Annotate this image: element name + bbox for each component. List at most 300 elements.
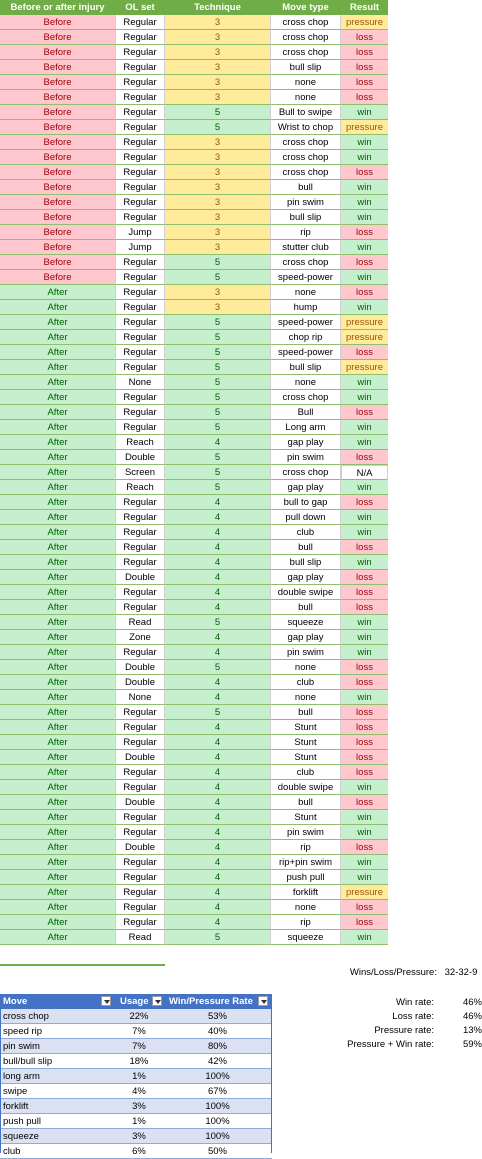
injury-status-cell[interactable]: After: [0, 300, 115, 315]
move-type-cell[interactable]: Bull: [270, 405, 341, 420]
move-type-cell[interactable]: gap play: [270, 435, 341, 450]
move-type-cell[interactable]: club: [270, 675, 341, 690]
move-type-cell[interactable]: Stunt: [270, 720, 341, 735]
ol-set-cell[interactable]: Zone: [115, 630, 165, 645]
usage-cell[interactable]: 3%: [132, 1101, 146, 1112]
ol-set-cell[interactable]: Regular: [115, 705, 165, 720]
ol-set-cell[interactable]: Double: [115, 675, 165, 690]
move-type-cell[interactable]: gap play: [270, 480, 341, 495]
ol-set-cell[interactable]: Regular: [115, 495, 165, 510]
stat-value[interactable]: 46%: [462, 1011, 482, 1022]
move-type-cell[interactable]: cross chop: [270, 390, 341, 405]
technique-cell[interactable]: 4: [165, 870, 270, 885]
injury-status-cell[interactable]: After: [0, 435, 115, 450]
move-type-cell[interactable]: bull: [270, 705, 341, 720]
result-cell[interactable]: loss: [341, 600, 388, 615]
result-cell[interactable]: loss: [341, 75, 388, 90]
move-type-cell[interactable]: Stunt: [270, 810, 341, 825]
win-pressure-rate-cell[interactable]: 50%: [207, 1146, 227, 1157]
result-cell[interactable]: loss: [341, 585, 388, 600]
filter-dropdown-icon[interactable]: [101, 996, 111, 1006]
technique-cell[interactable]: 4: [165, 750, 270, 765]
result-cell[interactable]: loss: [341, 765, 388, 780]
ol-set-cell[interactable]: Regular: [115, 150, 165, 165]
stat-value[interactable]: 13%: [462, 1025, 482, 1036]
technique-cell[interactable]: 4: [165, 555, 270, 570]
technique-cell[interactable]: 4: [165, 525, 270, 540]
ol-set-cell[interactable]: Regular: [115, 195, 165, 210]
injury-status-cell[interactable]: After: [0, 570, 115, 585]
move-type-cell[interactable]: double swipe: [270, 780, 341, 795]
injury-status-cell[interactable]: After: [0, 405, 115, 420]
usage-cell[interactable]: 7%: [132, 1041, 146, 1052]
technique-cell[interactable]: 3: [165, 15, 270, 30]
filter-dropdown-icon[interactable]: [152, 996, 162, 1006]
ol-set-cell[interactable]: Reach: [115, 480, 165, 495]
technique-cell[interactable]: 5: [165, 360, 270, 375]
usage-cell[interactable]: 18%: [129, 1056, 149, 1067]
injury-status-cell[interactable]: Before: [0, 15, 115, 30]
injury-status-cell[interactable]: After: [0, 630, 115, 645]
technique-cell[interactable]: 3: [165, 75, 270, 90]
result-cell[interactable]: loss: [341, 540, 388, 555]
result-cell[interactable]: pressure: [341, 330, 388, 345]
ol-set-cell[interactable]: Regular: [115, 345, 165, 360]
injury-status-cell[interactable]: After: [0, 600, 115, 615]
ol-set-cell[interactable]: Regular: [115, 30, 165, 45]
header-result[interactable]: Result: [341, 0, 388, 15]
injury-status-cell[interactable]: After: [0, 615, 115, 630]
ol-set-cell[interactable]: Read: [115, 930, 165, 945]
move-type-cell[interactable]: pin swim: [270, 825, 341, 840]
result-cell[interactable]: win: [341, 825, 388, 840]
ol-set-cell[interactable]: None: [115, 375, 165, 390]
move-type-cell[interactable]: bull slip: [270, 210, 341, 225]
technique-cell[interactable]: 4: [165, 600, 270, 615]
move-type-cell[interactable]: forklift: [270, 885, 341, 900]
result-cell[interactable]: loss: [341, 225, 388, 240]
move-type-cell[interactable]: bull slip: [270, 555, 341, 570]
result-cell[interactable]: win: [341, 135, 388, 150]
injury-status-cell[interactable]: After: [0, 360, 115, 375]
injury-status-cell[interactable]: After: [0, 345, 115, 360]
move-type-cell[interactable]: Wrist to chop: [270, 120, 341, 135]
win-pressure-rate-cell[interactable]: 67%: [207, 1086, 227, 1097]
result-cell[interactable]: pressure: [341, 360, 388, 375]
move-name-cell[interactable]: bull/bull slip: [3, 1056, 53, 1067]
technique-cell[interactable]: 4: [165, 585, 270, 600]
move-type-cell[interactable]: cross chop: [270, 255, 341, 270]
injury-status-cell[interactable]: Before: [0, 240, 115, 255]
technique-cell[interactable]: 3: [165, 300, 270, 315]
injury-status-cell[interactable]: After: [0, 795, 115, 810]
result-cell[interactable]: N/A: [341, 465, 388, 480]
stat-value[interactable]: 59%: [462, 1039, 482, 1050]
result-cell[interactable]: loss: [341, 165, 388, 180]
result-cell[interactable]: loss: [341, 660, 388, 675]
ol-set-cell[interactable]: Regular: [115, 15, 165, 30]
injury-status-cell[interactable]: After: [0, 675, 115, 690]
injury-status-cell[interactable]: After: [0, 465, 115, 480]
result-cell[interactable]: loss: [341, 60, 388, 75]
move-type-cell[interactable]: cross chop: [270, 15, 341, 30]
stat-value[interactable]: 46%: [462, 997, 482, 1008]
technique-cell[interactable]: 3: [165, 45, 270, 60]
move-type-cell[interactable]: chop rip: [270, 330, 341, 345]
ol-set-cell[interactable]: Regular: [115, 360, 165, 375]
header-ol-set[interactable]: OL set: [115, 0, 165, 15]
ol-set-cell[interactable]: Regular: [115, 540, 165, 555]
ol-set-cell[interactable]: Regular: [115, 555, 165, 570]
ol-set-cell[interactable]: Double: [115, 840, 165, 855]
technique-cell[interactable]: 3: [165, 240, 270, 255]
ol-set-cell[interactable]: Regular: [115, 510, 165, 525]
result-cell[interactable]: win: [341, 270, 388, 285]
injury-status-cell[interactable]: After: [0, 645, 115, 660]
injury-status-cell[interactable]: After: [0, 540, 115, 555]
usage-cell[interactable]: 22%: [129, 1011, 149, 1022]
result-cell[interactable]: pressure: [341, 15, 388, 30]
ol-set-cell[interactable]: Regular: [115, 645, 165, 660]
move-type-cell[interactable]: squeeze: [270, 930, 341, 945]
technique-cell[interactable]: 5: [165, 615, 270, 630]
injury-status-cell[interactable]: After: [0, 480, 115, 495]
move-type-cell[interactable]: none: [270, 75, 341, 90]
move-type-cell[interactable]: bull slip: [270, 60, 341, 75]
move-type-cell[interactable]: Bull to swipe: [270, 105, 341, 120]
ol-set-cell[interactable]: Regular: [115, 735, 165, 750]
technique-cell[interactable]: 5: [165, 345, 270, 360]
win-pressure-rate-cell[interactable]: 80%: [207, 1041, 227, 1052]
injury-status-cell[interactable]: After: [0, 705, 115, 720]
injury-status-cell[interactable]: After: [0, 555, 115, 570]
win-pressure-rate-cell[interactable]: 100%: [205, 1071, 230, 1082]
injury-status-cell[interactable]: After: [0, 585, 115, 600]
ol-set-cell[interactable]: Regular: [115, 270, 165, 285]
ol-set-cell[interactable]: Regular: [115, 90, 165, 105]
result-cell[interactable]: win: [341, 780, 388, 795]
move-name-cell[interactable]: cross chop: [3, 1011, 49, 1022]
ol-set-cell[interactable]: Regular: [115, 120, 165, 135]
result-cell[interactable]: win: [341, 930, 388, 945]
result-cell[interactable]: win: [341, 105, 388, 120]
injury-status-cell[interactable]: After: [0, 900, 115, 915]
ol-set-cell[interactable]: Double: [115, 660, 165, 675]
ol-set-cell[interactable]: Regular: [115, 165, 165, 180]
move-type-cell[interactable]: squeeze: [270, 615, 341, 630]
technique-cell[interactable]: 5: [165, 255, 270, 270]
technique-cell[interactable]: 4: [165, 735, 270, 750]
injury-status-cell[interactable]: After: [0, 750, 115, 765]
technique-cell[interactable]: 5: [165, 450, 270, 465]
move-type-cell[interactable]: cross chop: [270, 45, 341, 60]
move-type-cell[interactable]: none: [270, 90, 341, 105]
move-type-cell[interactable]: bull: [270, 540, 341, 555]
ol-set-cell[interactable]: Regular: [115, 420, 165, 435]
technique-cell[interactable]: 5: [165, 405, 270, 420]
injury-status-cell[interactable]: After: [0, 855, 115, 870]
injury-status-cell[interactable]: After: [0, 330, 115, 345]
injury-status-cell[interactable]: After: [0, 510, 115, 525]
technique-cell[interactable]: 5: [165, 105, 270, 120]
move-type-cell[interactable]: cross chop: [270, 30, 341, 45]
move-type-cell[interactable]: pull down: [270, 510, 341, 525]
usage-cell[interactable]: 1%: [132, 1116, 146, 1127]
technique-cell[interactable]: 4: [165, 435, 270, 450]
move-type-cell[interactable]: Stunt: [270, 735, 341, 750]
technique-cell[interactable]: 5: [165, 330, 270, 345]
technique-cell[interactable]: 3: [165, 150, 270, 165]
injury-status-cell[interactable]: After: [0, 285, 115, 300]
ol-set-cell[interactable]: Regular: [115, 285, 165, 300]
filter-dropdown-icon[interactable]: [258, 996, 268, 1006]
technique-cell[interactable]: 4: [165, 810, 270, 825]
result-cell[interactable]: win: [341, 240, 388, 255]
move-type-cell[interactable]: push pull: [270, 870, 341, 885]
injury-status-cell[interactable]: Before: [0, 120, 115, 135]
technique-cell[interactable]: 3: [165, 135, 270, 150]
ol-set-cell[interactable]: Double: [115, 570, 165, 585]
result-cell[interactable]: win: [341, 210, 388, 225]
result-cell[interactable]: loss: [341, 675, 388, 690]
move-type-cell[interactable]: hump: [270, 300, 341, 315]
technique-cell[interactable]: 4: [165, 885, 270, 900]
injury-status-cell[interactable]: Before: [0, 255, 115, 270]
move-type-cell[interactable]: stutter club: [270, 240, 341, 255]
ol-set-cell[interactable]: Regular: [115, 300, 165, 315]
usage-cell[interactable]: 3%: [132, 1131, 146, 1142]
move-type-cell[interactable]: bull to gap: [270, 495, 341, 510]
ol-set-cell[interactable]: Jump: [115, 225, 165, 240]
ol-set-cell[interactable]: Double: [115, 795, 165, 810]
technique-cell[interactable]: 5: [165, 120, 270, 135]
result-cell[interactable]: win: [341, 435, 388, 450]
result-cell[interactable]: win: [341, 390, 388, 405]
injury-status-cell[interactable]: Before: [0, 150, 115, 165]
ol-set-cell[interactable]: Regular: [115, 885, 165, 900]
result-cell[interactable]: loss: [341, 750, 388, 765]
injury-status-cell[interactable]: Before: [0, 60, 115, 75]
technique-cell[interactable]: 4: [165, 840, 270, 855]
move-type-cell[interactable]: gap play: [270, 570, 341, 585]
injury-status-cell[interactable]: Before: [0, 180, 115, 195]
move-type-cell[interactable]: speed-power: [270, 315, 341, 330]
injury-status-cell[interactable]: After: [0, 885, 115, 900]
move-type-cell[interactable]: none: [270, 690, 341, 705]
ol-set-cell[interactable]: Double: [115, 450, 165, 465]
technique-cell[interactable]: 4: [165, 765, 270, 780]
ol-set-cell[interactable]: Regular: [115, 45, 165, 60]
ol-set-cell[interactable]: Read: [115, 615, 165, 630]
technique-cell[interactable]: 3: [165, 285, 270, 300]
technique-cell[interactable]: 5: [165, 930, 270, 945]
move-type-cell[interactable]: bull: [270, 180, 341, 195]
technique-cell[interactable]: 4: [165, 900, 270, 915]
move-type-cell[interactable]: club: [270, 765, 341, 780]
ol-set-cell[interactable]: Regular: [115, 330, 165, 345]
result-cell[interactable]: win: [341, 645, 388, 660]
ol-set-cell[interactable]: Regular: [115, 390, 165, 405]
result-cell[interactable]: loss: [341, 795, 388, 810]
technique-cell[interactable]: 3: [165, 90, 270, 105]
move-name-cell[interactable]: squeeze: [3, 1131, 39, 1142]
injury-status-cell[interactable]: After: [0, 525, 115, 540]
move-type-cell[interactable]: pin swim: [270, 645, 341, 660]
result-cell[interactable]: loss: [341, 735, 388, 750]
ol-set-cell[interactable]: Regular: [115, 315, 165, 330]
injury-status-cell[interactable]: Before: [0, 105, 115, 120]
move-name-cell[interactable]: forklift: [3, 1101, 29, 1112]
move-type-cell[interactable]: rip: [270, 225, 341, 240]
result-cell[interactable]: win: [341, 375, 388, 390]
ol-set-cell[interactable]: Regular: [115, 405, 165, 420]
injury-status-cell[interactable]: After: [0, 690, 115, 705]
win-pressure-rate-cell[interactable]: 40%: [207, 1026, 227, 1037]
ol-set-cell[interactable]: Regular: [115, 900, 165, 915]
result-cell[interactable]: win: [341, 690, 388, 705]
move-type-cell[interactable]: bull: [270, 795, 341, 810]
injury-status-cell[interactable]: Before: [0, 90, 115, 105]
injury-status-cell[interactable]: After: [0, 780, 115, 795]
move-type-cell[interactable]: none: [270, 900, 341, 915]
result-cell[interactable]: win: [341, 300, 388, 315]
result-cell[interactable]: win: [341, 195, 388, 210]
technique-cell[interactable]: 4: [165, 825, 270, 840]
result-cell[interactable]: win: [341, 630, 388, 645]
result-cell[interactable]: loss: [341, 90, 388, 105]
technique-cell[interactable]: 5: [165, 420, 270, 435]
technique-cell[interactable]: 5: [165, 315, 270, 330]
ol-set-cell[interactable]: Regular: [115, 720, 165, 735]
usage-cell[interactable]: 1%: [132, 1071, 146, 1082]
move-type-cell[interactable]: bull: [270, 600, 341, 615]
move-type-cell[interactable]: speed-power: [270, 345, 341, 360]
result-cell[interactable]: pressure: [341, 885, 388, 900]
injury-status-cell[interactable]: After: [0, 390, 115, 405]
result-cell[interactable]: loss: [341, 345, 388, 360]
injury-status-cell[interactable]: Before: [0, 135, 115, 150]
result-cell[interactable]: win: [341, 525, 388, 540]
technique-cell[interactable]: 3: [165, 195, 270, 210]
technique-cell[interactable]: 5: [165, 660, 270, 675]
technique-cell[interactable]: 4: [165, 690, 270, 705]
technique-cell[interactable]: 5: [165, 270, 270, 285]
result-cell[interactable]: win: [341, 810, 388, 825]
injury-status-cell[interactable]: After: [0, 375, 115, 390]
technique-cell[interactable]: 4: [165, 645, 270, 660]
injury-status-cell[interactable]: Before: [0, 195, 115, 210]
header-move-type[interactable]: Move type: [270, 0, 341, 15]
ol-set-cell[interactable]: Regular: [115, 105, 165, 120]
injury-status-cell[interactable]: After: [0, 765, 115, 780]
ol-set-cell[interactable]: Regular: [115, 915, 165, 930]
result-cell[interactable]: pressure: [341, 120, 388, 135]
ol-set-cell[interactable]: Regular: [115, 60, 165, 75]
technique-cell[interactable]: 4: [165, 915, 270, 930]
move-type-cell[interactable]: Stunt: [270, 750, 341, 765]
technique-cell[interactable]: 3: [165, 180, 270, 195]
usage-cell[interactable]: 6%: [132, 1146, 146, 1157]
technique-cell[interactable]: 4: [165, 495, 270, 510]
technique-cell[interactable]: 4: [165, 675, 270, 690]
ol-set-cell[interactable]: Regular: [115, 75, 165, 90]
move-type-cell[interactable]: pin swim: [270, 450, 341, 465]
technique-cell[interactable]: 4: [165, 570, 270, 585]
ol-set-cell[interactable]: Regular: [115, 780, 165, 795]
ol-set-cell[interactable]: Jump: [115, 240, 165, 255]
move-type-cell[interactable]: none: [270, 660, 341, 675]
result-cell[interactable]: loss: [341, 495, 388, 510]
technique-cell[interactable]: 5: [165, 465, 270, 480]
result-cell[interactable]: win: [341, 180, 388, 195]
usage-cell[interactable]: 7%: [132, 1026, 146, 1037]
move-type-cell[interactable]: none: [270, 375, 341, 390]
injury-status-cell[interactable]: Before: [0, 165, 115, 180]
ol-set-cell[interactable]: Screen: [115, 465, 165, 480]
win-pressure-rate-cell[interactable]: 100%: [205, 1101, 230, 1112]
injury-status-cell[interactable]: Before: [0, 210, 115, 225]
injury-status-cell[interactable]: After: [0, 495, 115, 510]
move-type-cell[interactable]: cross chop: [270, 135, 341, 150]
result-cell[interactable]: win: [341, 615, 388, 630]
ol-set-cell[interactable]: Double: [115, 750, 165, 765]
ol-set-cell[interactable]: Regular: [115, 210, 165, 225]
move-type-cell[interactable]: double swipe: [270, 585, 341, 600]
injury-status-cell[interactable]: Before: [0, 270, 115, 285]
ol-set-cell[interactable]: Regular: [115, 180, 165, 195]
result-cell[interactable]: win: [341, 420, 388, 435]
move-type-cell[interactable]: club: [270, 525, 341, 540]
move-name-cell[interactable]: swipe: [3, 1086, 28, 1097]
injury-status-cell[interactable]: After: [0, 420, 115, 435]
ol-set-cell[interactable]: Regular: [115, 525, 165, 540]
result-cell[interactable]: loss: [341, 840, 388, 855]
result-cell[interactable]: win: [341, 480, 388, 495]
win-pressure-rate-cell[interactable]: 42%: [207, 1056, 227, 1067]
injury-status-cell[interactable]: After: [0, 840, 115, 855]
result-cell[interactable]: loss: [341, 915, 388, 930]
ol-set-cell[interactable]: Regular: [115, 135, 165, 150]
injury-status-cell[interactable]: After: [0, 870, 115, 885]
injury-status-cell[interactable]: After: [0, 660, 115, 675]
result-cell[interactable]: loss: [341, 705, 388, 720]
technique-cell[interactable]: 3: [165, 30, 270, 45]
move-type-cell[interactable]: none: [270, 285, 341, 300]
result-cell[interactable]: loss: [341, 900, 388, 915]
technique-cell[interactable]: 4: [165, 540, 270, 555]
result-cell[interactable]: loss: [341, 30, 388, 45]
technique-cell[interactable]: 4: [165, 630, 270, 645]
injury-status-cell[interactable]: After: [0, 930, 115, 945]
injury-status-cell[interactable]: After: [0, 810, 115, 825]
technique-cell[interactable]: 5: [165, 480, 270, 495]
result-cell[interactable]: win: [341, 510, 388, 525]
technique-cell[interactable]: 4: [165, 720, 270, 735]
technique-cell[interactable]: 4: [165, 795, 270, 810]
move-name-cell[interactable]: speed rip: [3, 1026, 43, 1037]
technique-cell[interactable]: 4: [165, 510, 270, 525]
header-injury[interactable]: Before or after injury: [0, 0, 115, 15]
ol-set-cell[interactable]: Regular: [115, 255, 165, 270]
injury-status-cell[interactable]: After: [0, 825, 115, 840]
move-name-cell[interactable]: club: [3, 1146, 21, 1157]
ol-set-cell[interactable]: Regular: [115, 825, 165, 840]
result-cell[interactable]: loss: [341, 285, 388, 300]
move-type-cell[interactable]: cross chop: [270, 165, 341, 180]
win-pressure-rate-cell[interactable]: 53%: [207, 1011, 227, 1022]
result-cell[interactable]: pressure: [341, 315, 388, 330]
move-type-cell[interactable]: rip: [270, 840, 341, 855]
